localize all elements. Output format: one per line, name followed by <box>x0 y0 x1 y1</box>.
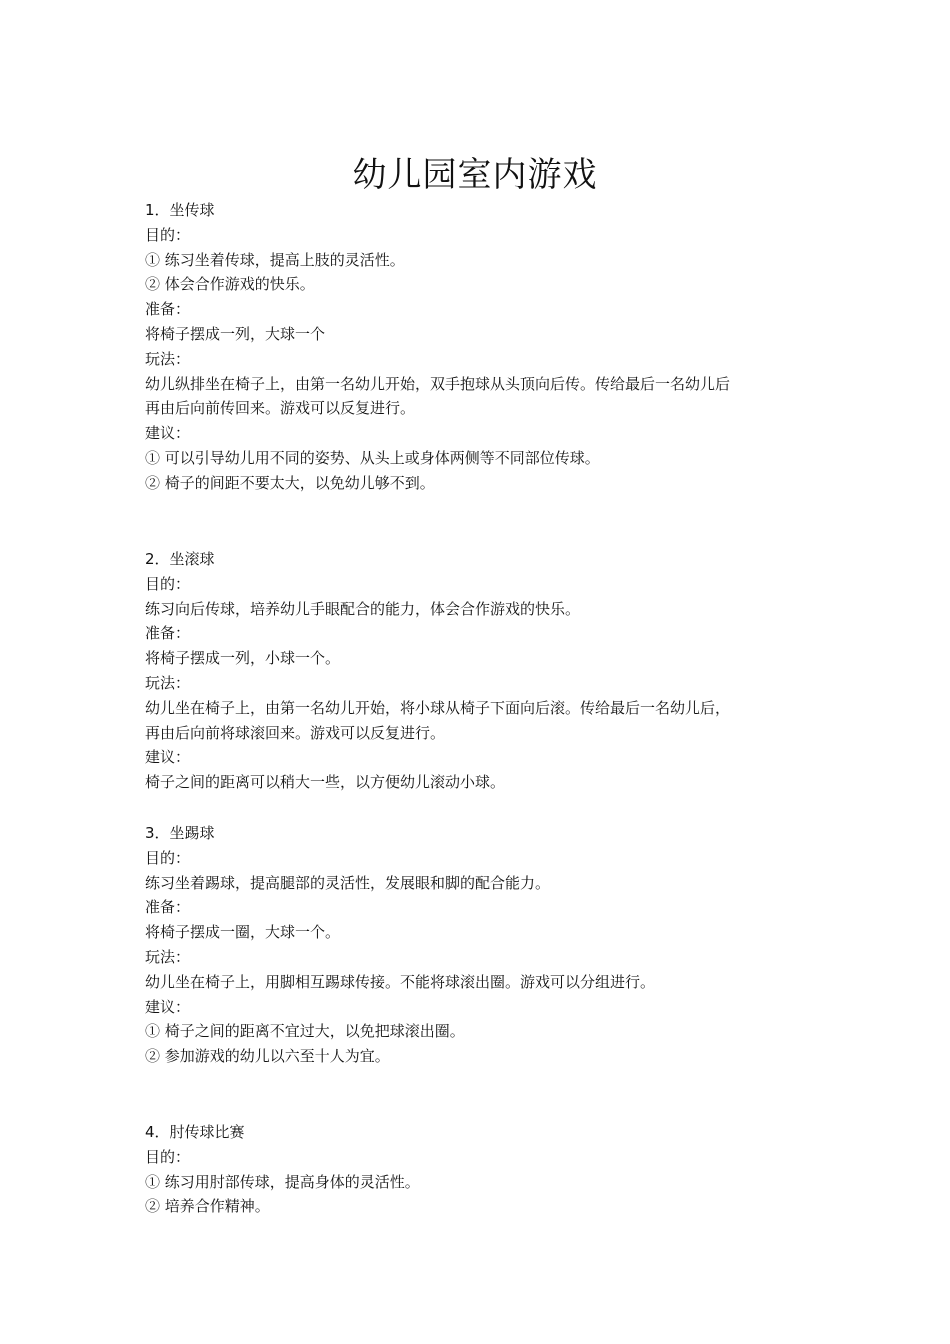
section-line: 目的： <box>145 225 191 244</box>
section-number: 3． <box>145 824 170 842</box>
section-number: 1． <box>145 201 170 219</box>
section-name: 坐滚球 <box>169 550 215 568</box>
section-line: 玩法： <box>145 349 191 368</box>
section-line: 准备： <box>145 300 191 319</box>
section-line: 幼儿纵排坐在椅子上，由第一名幼儿开始，双手抱球从头顶向后传。传给最后一名幼儿后 <box>145 374 731 393</box>
section-line: 将椅子摆成一圈，大球一个。 <box>145 923 341 942</box>
section-line: 幼儿坐在椅子上，由第一名幼儿开始，将小球从椅子下面向后滚。传给最后一名幼儿后， <box>145 698 731 717</box>
section-heading <box>145 547 825 572</box>
section-line: 椅子之间的距离可以稍大一些，以方便幼儿滚动小球。 <box>145 773 506 792</box>
section-line: 目的： <box>145 574 191 593</box>
section-line: ② 体会合作游戏的快乐。 <box>145 275 315 294</box>
section-line: 建议： <box>145 424 191 443</box>
section-line: 目的： <box>145 848 191 867</box>
section-name: 坐传球 <box>169 201 215 219</box>
section-line: 玩法： <box>145 947 191 966</box>
section-number: 4． <box>145 1123 170 1141</box>
section-line: 建议： <box>145 997 191 1016</box>
section-1 <box>145 198 825 496</box>
section-line: 准备： <box>145 898 191 917</box>
section-heading <box>145 821 825 846</box>
section-name: 坐踢球 <box>169 824 215 842</box>
section-heading <box>145 198 825 223</box>
section-line: ① 可以引导幼儿用不同的姿势、从头上或身体两侧等不同部位传球。 <box>145 448 600 467</box>
section-line: ② 椅子的间距不要太大，以免幼儿够不到。 <box>145 473 435 492</box>
section-line: ② 参加游戏的幼儿以六至十人为宜。 <box>145 1047 390 1066</box>
page-title: 幼儿园室内游戏 <box>352 154 598 195</box>
section-2 <box>145 547 825 795</box>
section-3 <box>145 821 825 1069</box>
section-line: ① 椅子之间的距离不宜过大，以免把球滚出圈。 <box>145 1022 465 1041</box>
section-line: 建议： <box>145 748 191 767</box>
section-line: ② 培养合作精神。 <box>145 1197 270 1216</box>
section-line: 准备： <box>145 624 191 643</box>
section-line: ① 练习坐着传球，提高上肢的灵活性。 <box>145 250 405 269</box>
section-line: 目的： <box>145 1147 191 1166</box>
section-line: 练习坐着踢球，提高腿部的灵活性，发展眼和脚的配合能力。 <box>145 873 551 892</box>
section-line: 再由后向前将球滚回来。游戏可以反复进行。 <box>145 723 446 742</box>
section-line: 幼儿坐在椅子上，用脚相互踢球传接。不能将球滚出圈。游戏可以分组进行。 <box>145 972 656 991</box>
section-line: 再由后向前传回来。游戏可以反复进行。 <box>145 399 416 418</box>
section-4 <box>145 1120 825 1219</box>
section-line: 练习向后传球，培养幼儿手眼配合的能力，体会合作游戏的快乐。 <box>145 599 581 618</box>
section-name: 肘传球比赛 <box>169 1123 245 1141</box>
section-line: 玩法： <box>145 673 191 692</box>
section-line: 将椅子摆成一列，大球一个 <box>145 324 326 343</box>
section-heading <box>145 1120 825 1145</box>
section-line: 将椅子摆成一列，小球一个。 <box>145 649 341 668</box>
section-line: ① 练习用肘部传球，提高身体的灵活性。 <box>145 1172 420 1191</box>
section-number: 2． <box>145 550 170 568</box>
